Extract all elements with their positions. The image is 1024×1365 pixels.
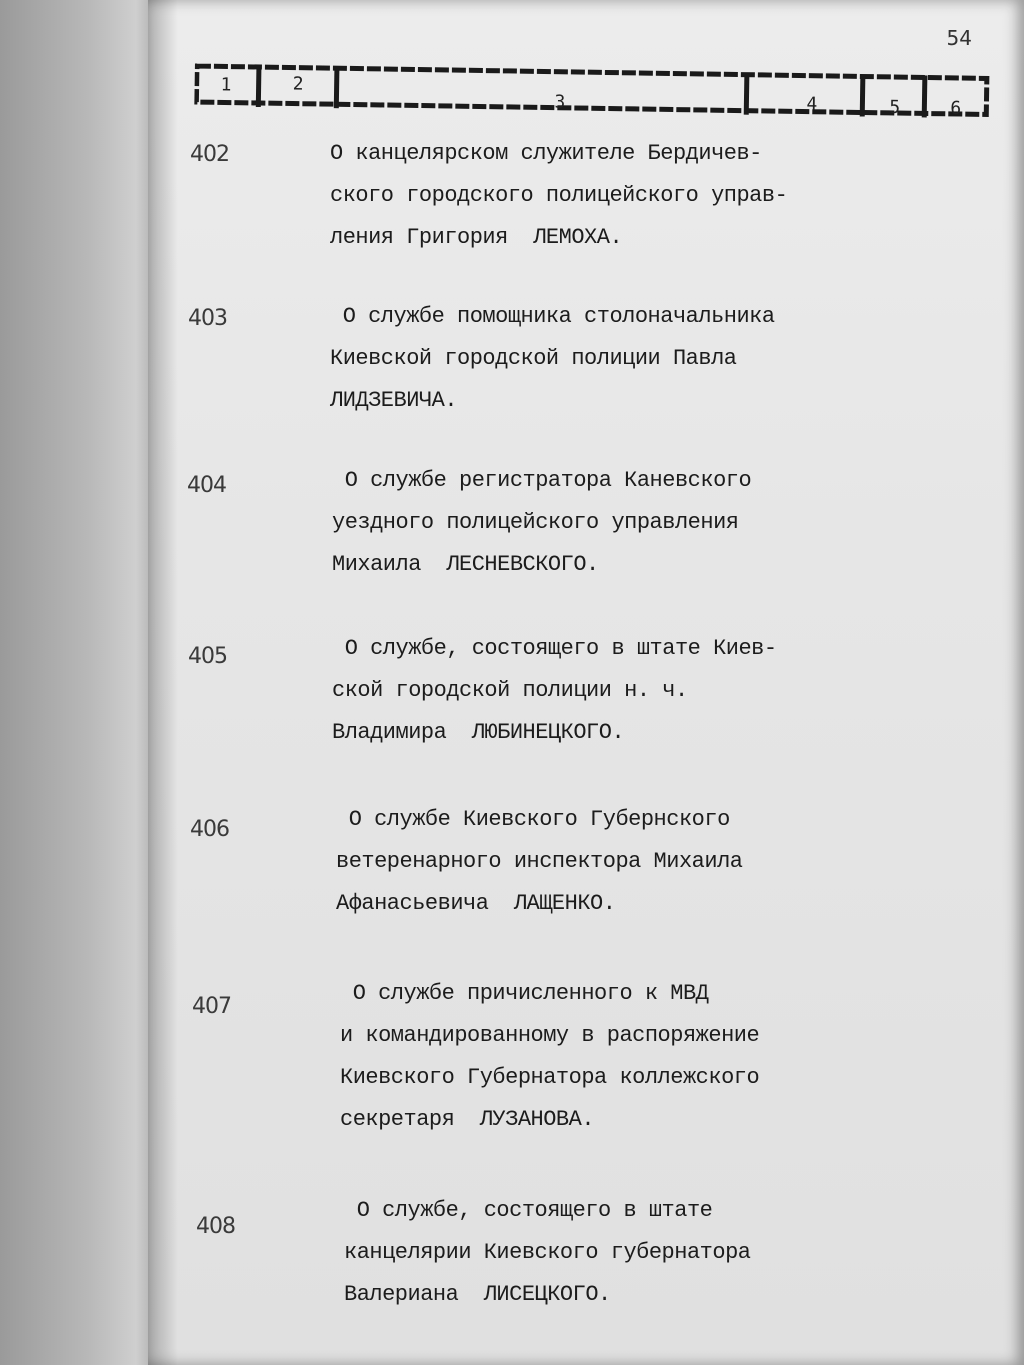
entry-number: 404 bbox=[187, 473, 226, 498]
entry-line: О службе, состоящего в штате bbox=[344, 1198, 713, 1223]
entry-line: ления Григория ЛЕМОХА. bbox=[330, 225, 623, 250]
entry-line: Киевского Губернатора коллежского bbox=[340, 1065, 760, 1090]
entry-text bbox=[332, 628, 777, 754]
entry-number: 406 bbox=[190, 817, 229, 842]
column-header-strip bbox=[194, 62, 990, 136]
entry-line: Афанасьевича ЛАЩЕНКО. bbox=[336, 891, 616, 916]
column-label-1: 1 bbox=[220, 74, 232, 96]
page-number: 54 bbox=[946, 26, 972, 50]
entry-line: и командированному в распоряжение bbox=[340, 1023, 760, 1048]
entry-text bbox=[336, 799, 742, 925]
column-label-4: 4 bbox=[806, 93, 818, 115]
column-label-3: 3 bbox=[554, 91, 566, 113]
entry-line: О службе помощника столоначальника bbox=[330, 304, 775, 329]
entry-text bbox=[330, 296, 775, 422]
entry-number: 407 bbox=[192, 994, 231, 1019]
entry-line: секретаря ЛУЗАНОВА. bbox=[340, 1107, 595, 1132]
entry-line: Владимира ЛЮБИНЕЦКОГО. bbox=[332, 720, 625, 745]
left-page-bleed bbox=[0, 0, 150, 1365]
entry-line: О службе Киевского Губернского bbox=[336, 807, 730, 832]
entry-line: Киевской городской полиции Павла bbox=[330, 346, 737, 371]
entry-line: Валериана ЛИСЕЦКОГО. bbox=[344, 1282, 611, 1307]
entry-text bbox=[332, 460, 751, 586]
entry-line: канцелярии Киевского губернатора bbox=[344, 1240, 751, 1265]
entry-number: 408 bbox=[196, 1214, 235, 1239]
entry-line: О службе причисленного к МВД bbox=[340, 981, 709, 1006]
entry-line: ского городского полицейского управ- bbox=[330, 183, 788, 208]
entry-line: уездного полицейского управления bbox=[332, 510, 739, 535]
entry-line: Михаила ЛЕСНЕВСКОГО. bbox=[332, 552, 599, 577]
page-fold-shadow bbox=[148, 0, 178, 1365]
entry-number: 403 bbox=[188, 306, 227, 331]
column-label-6: 6 bbox=[950, 97, 962, 120]
column-label-5: 5 bbox=[889, 96, 901, 119]
entry-text bbox=[330, 133, 787, 259]
entry-line: О службе, состоящего в штате Киев- bbox=[332, 636, 777, 661]
entry-text bbox=[340, 973, 759, 1141]
entry-line: О канцелярском служителе Бердичев- bbox=[330, 141, 762, 166]
column-label-2: 2 bbox=[292, 73, 304, 95]
entry-line: ЛИДЗЕВИЧА. bbox=[330, 388, 458, 413]
entry-line: О службе регистратора Каневского bbox=[332, 468, 752, 493]
entry-line: ской городской полиции н. ч. bbox=[332, 678, 688, 703]
entry-number: 405 bbox=[188, 644, 227, 669]
entry-text bbox=[344, 1190, 750, 1316]
entry-line: ветеренарного инспектора Михаила bbox=[336, 849, 743, 874]
entry-number: 402 bbox=[190, 142, 229, 167]
